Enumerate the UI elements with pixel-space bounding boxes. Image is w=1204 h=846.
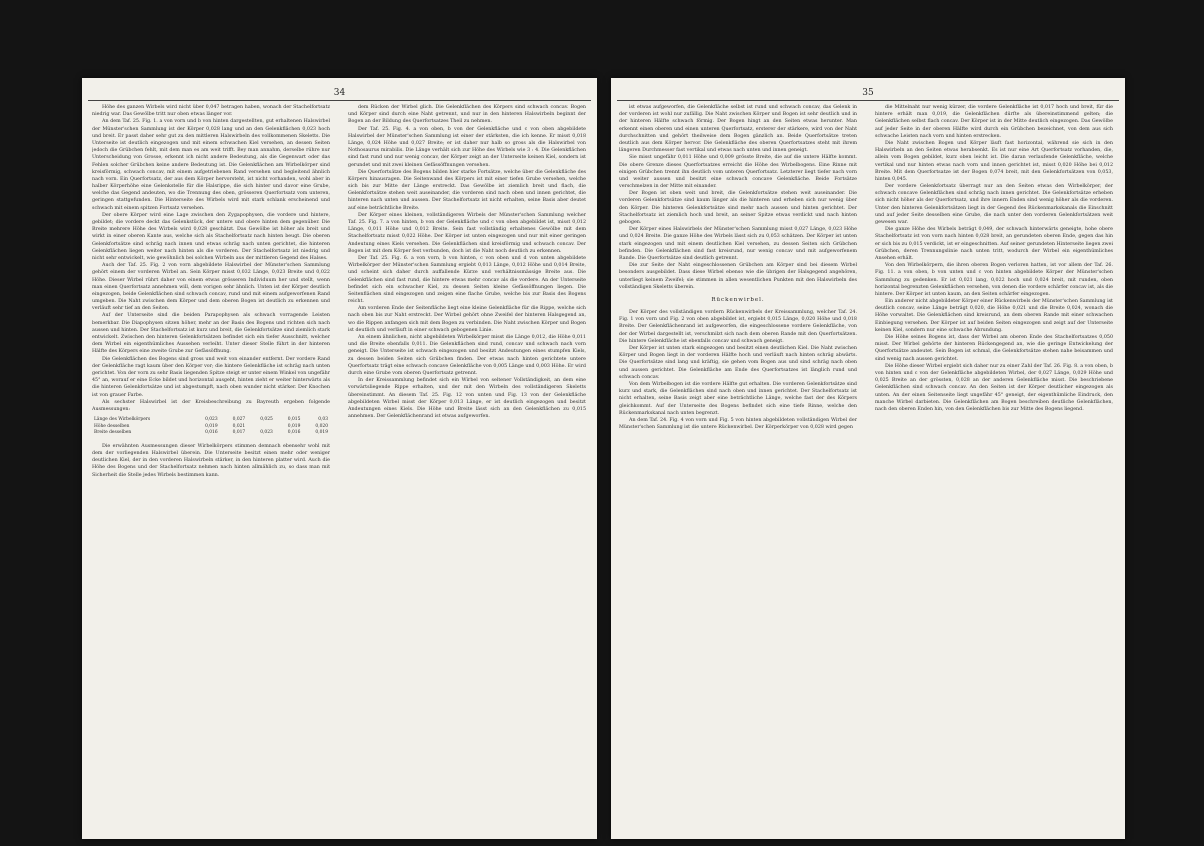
paragraph: Der obere Körper wird eine Lage zwischen den Zygapophysen, die vordere und hintere, gebildet; die vordere deckt das Gelenkstück, der untere und obere hinten dem gegenüber. Die Breite mehrere Höhe des Wirbels wird 0,028 geschätzt. Das Gewölbe ist höher als breit und wirkt in einer oberen Kante aus, welche sich als Stachelfortsatz nach hinten beugt. Die oberen Gelenkfortsätze sind schräg nach innen und etwas schräg nach unten gerichtet, die hinteren Gelenkflächen liegen weiter nach hinten als die vorderen. Der Stachelfortsatz ist niedrig und nicht sehr entwickelt, wie gewöhnlich bei solchen Wirbeln aus der mittleren Gegend des Halses. — [92, 212, 330, 261]
table-cell: 0,019 — [315, 430, 328, 436]
paragraph: Der Körper eines kleinen, vollständigeren Wirbels der Münster'schen Sammlung welcher Taf. 25. Fig. 7. a von hinten, b von der Gelenkfläche und c von oben abgebildet ist, misst 0,012 Länge, 0,011 Höhe und 0,012 Breite. Sein fast vollständig erhaltenes Gewölbe mit dem Stachelfortsatz misst 0,022 Höhe. Der Körper ist unten eingezogen und nur mit einer geringen Andeutung eines Kiels versehen. Die Gelenkflächen sind kreisförmig und schwach concav. Der Bogen ist mit dem Körper fest verbunden, doch ist die Naht noch deutlich zu erkennen. — [348, 212, 586, 254]
paragraph: Der Körper eines Halswirbels der Münster'schen Sammlung misst 0,027 Länge, 0,023 Höhe und 0,024 Breite. Die ganze Höhe des Wirbels lässt sich zu 0,053 schätzen. Der Körper ist unten stark eingezogen und mit einem deutlichen Kiel versehen, zu dessen Seiten sich Grübchen befinden. Die Gelenkflächen sind fast kreisrund, nur wenig concav und mit aufgeworfenem Rande. Die Querfortsätze sind deutlich getrennt. — [619, 227, 857, 261]
paragraph: die Mittelnaht nur wenig kürzer, die vordere Gelenkfläche ist 0,017 hoch und breit, für die hintere erhält man 0,019, die Gelenkflächen dürfte als übereinstimmend gelten; die Gelenkflächen selbst flach concav. Der Körper ist in der Mitte deutlich eingezogen. Das Gewölbe auf jeder Seite in der oberen Hälfte wird durch ein Grübchen bezeichnet, von dem aus sich schwache Leisten nach vorn und hinten erstrecken. — [875, 105, 1113, 139]
paragraph: ist etwas aufgeworfen, die Gelenkfläche selbst ist rund und schwach concav, das Gelenk in der vorderen ist wohl nur zufällig. Die Naht zwischen Körper und Bogen ist sehr deutlich und in der hinteren Hälfte schwach förmig. Der Bogen hingt an den Seiten etwas herunter. Man erkennt einen oberen und einen unteren Querfortsatz, ersterer der stärkere, wird von der Naht durchschnitten und gehört theilweise dem Bogen gänzlich an. Beide Querfortsätze treten deutlich aus dem Körper hervor. Die Gelenkfläche des oberen Querfortsatzes steht mit ihrem längeren Durchmesser fast vertikal und etwas nach unten und innen geneigt. — [619, 105, 857, 154]
table-cell: 0,019 — [287, 423, 301, 429]
table-row — [92, 417, 330, 424]
paragraph: Der Körper des vollständigen vordern Rückenwirbels der Kreissammlung, welcher Taf. 24. Fig. 1 von vorn und Fig. 2 von oben abgebildet ist, ergiebt 0,015 Länge, 0,020 Höhe und 0,018 Breite. Der Gelenkflächenrand ist aufgeworfen, die eingeschlossene vordere Gelenkfläche, von der der Wirbel dargestellt ist, verschmilzt sich nach dem oberen Rande mit den Querfortsätzen. Die hintere Gelenkfläche ist ebenfalls concav und schwach geneigt. — [619, 310, 857, 344]
table-cell — [247, 424, 275, 431]
page-number-left: 34 — [333, 88, 346, 98]
paragraph: Als sechster Halswirbel ist der Kreisbeschreibung zu Bayreuth ergeben folgende Ausmessungen: — [92, 399, 330, 412]
table-cell: 0,016 — [205, 430, 218, 436]
paragraph: An dem Taf. 25. Fig. 1. a von vorn und b von hinten dargestellten, gut erhaltenen Halswirbel der Münster'schen Sammlung ist der Körper 0,028 lang und an den Gelenkflächen 0,023 hoch und breit. Er passt daher sehr gut zu den mittleren Halswirbeln des vollkommenen Skeletts. Die Unterseite ist deutlich eingezogen und mit einem schwachen Kiel versehen, an dessen Seiten jedoch die Grübchen fehlt, mit dem man es am weit trifft. Bey man annahm, derselbe rühre nur Unterscheidung von Grosse, erkennt ich nicht andere Bedeutung, als die Gegenwart oder das Fehlen solcher Grübchen keine andere Bedeutung ist. Die Gelenkflächen am Wirbelkörper sind kreisförmig, schwach concav, mit einem aufgetriebenen Rand versehen und begleitend ähnlich nach vorn. Ein Querfortsatz, der aus dem Körper hervorsteht, ist nicht vorhanden, wohl aber in halber Körperhöhe eine Gelenkstelle für die Halsrippe, die sich hinter und davor eine Grube, welche das Gegend andeuten, wo die Trennung des oben, grösseren Querfortsatz vom unteren, geringen stattgefunden. Die Hinterseite des Wirbels wird mit stark schlank erscheinend und schwach mit einem spitzen Fortsatz versehen. — [92, 119, 330, 211]
paragraph: Der Taf. 25. Fig. 4. a von oben, b von der Gelenkfläche und c von oben abgebildete Halswirbel der Münster'schen Sammlung ist einer der stärksten, die ich kenne. Er misst 0,018 Länge, 0,024 Höhe und 0,027 Breite; er ist daher nur halb so gross als die Halswirbel von Nothosaurus mirabilis. Die Länge verhält sich zur Höhe des Wirbels wie 3 : 4. Die Gelenkflächen sind fast rund und nur wenig concav, der Körper zeigt an der Unterseite keinen Kiel, sondern ist gerundet und mit zwei kleinen Gefässöffnungen versehen. — [348, 126, 586, 168]
paragraph: Die zur Seite der Naht eingeschlossenen Grübchen am Körper sind bei diesem Wirbel besonders ausgebildet. Dass diese Wirbel ebenso wie die übrigen der Halsgegend angehören, unterliegt keinem Zweifel; sie stimmen in allen wesentlichen Punkten mit den Halswirbeln des vollständigen Skeletts überein. — [619, 263, 857, 290]
table-cell: 0,027 — [232, 417, 246, 423]
paragraph: Der Taf. 25. Fig. 6. a von vorn, b von hinten, c von oben und d von unten abgebildete Wirbelkörper der Münster'schen Sammlung ergiebt 0,013 Länge, 0,012 Höhe und 0,014 Breite, und scheint sich daher durch auffallende Kürze und verhältnissmässige Breite aus. Die Gelenkflächen sind fast rund, die hintere etwas mehr concav als die vordere. An der Unterseite befindet sich ein schwacher Kiel, zu dessen Seiten kleine Gefässöffnungen liegen. Die Seitenflächen sind eingezogen und zeigen eine flache Grube, welche bis zur Basis des Bogens reicht. — [348, 255, 586, 305]
table-cell: 0,023 — [260, 430, 273, 436]
paragraph: Auf der Unterseite sind die beiden Parapophysen als schwach vorragende Leisten bemerkbar. Die Diapophysen sitzen höher, mehr an der Basis des Bogens und richten sich nach aussen und hinten. Der Stachelfortsatz ist kurz und breit, die Gelenkfortsätze sind ziemlich stark entwickelt. Zwischen den hinteren Gelenkfortsätzen befindet sich ein tiefer Ausschnitt, welcher dem Wirbel ein eigenthümliches Aussehen verleiht. Unter dieser Stelle führt in der hinteren Hälfte des Körpers eine zweite Grube zur Gefässöffnung. — [92, 313, 330, 355]
table-row — [92, 424, 330, 431]
page-number-right: 35 — [862, 88, 874, 98]
table-row — [92, 430, 330, 437]
paragraph: Auch der Taf. 25. Fig. 2 von vorn abgebildete Halswirbel der Münster'schen Sammlung gehört einem der vorderen Wirbel an. Sein Körper misst 0,032 Länge, 0,023 Breite und 0,022 Höhe. Dieser Wirbel rührt daher von einem etwas grösseren Individuum her und stellt, wenn man einen Querfortsatz annehmen will, dem vorigen sehr ähnlich. Unten ist der Körper deutlich eingezogen, beide Gelenkflächen sind schwach concav, rund und mit einem aufgeworfenen Rand umgeben. Die Naht zwischen dem Körper und dem oberen Bogen ist deutlich zu erkennen und verläuft sehr tief an den Seiten. — [92, 263, 330, 312]
left-page-column-2 — [348, 104, 586, 831]
left-page-column-1 — [92, 104, 330, 831]
table-cell: 0,016 — [287, 430, 301, 436]
paragraph: Die Querfortsätze des Bogens bilden hier starke Fortsätze, welche über die Gelenkfläche des Körpers hinausragen. Die Seitenwand des Körpers ist mit einer tiefen Grube versehen, welche sich bis zur Mitte der Länge erstreckt. Das Gewölbe ist ziemlich breit und flach, die Gelenkfortsätze stehen weit auseinander, die vorderen sind nach oben und innen gerichtet, die hinteren nach unten und aussen. Der Stachelfortsatz ist nicht erhalten, seine Basis aber deutet auf eine beträchtliche Breite. — [348, 169, 586, 211]
table-cell: 0,020 — [315, 423, 328, 429]
paragraph: Von den Wirbelkörpern, die ihren oberen Bogen verloren hatten, ist vor allem der Taf. 26. Fig. 11. a von oben, b von unten und c von hinten abgebildete Körper der Münster'schen Sammlung zu gedenken. Er ist 0,021 lang, 0,022 hoch und 0,024 breit, mit runden, oben horizontal begrenzten Gelenkflächen versehen, von denen die vordere schärfer concav ist, als die hintere. Der Körper ist unten kaum, an den Seiten schärfer eingezogen. — [875, 263, 1113, 297]
paragraph: In der Kreissammlung befindet sich ein Wirbel von seltener Vollständigkeit, an dem eine vorwärtsliegende Rippe erhalten, und der mit den Wirbeln des vollständigeren Skeletts übereinstimmt. An diesem Taf. 25. Fig. 12 von unten und Fig. 13 von der Gelenkfläche abgebildeten Wirbel misst der Körper 0,013 Länge, er ist deutlich eingezogen und besitzt Andeutungen eines Kiels. Die Höhe und Breite lässt sich an den Gelenkflächen zu 0,015 annehmen. Der Gelenkflächenrand ist etwas aufgeworfen. — [348, 378, 586, 420]
right-page — [611, 78, 1125, 839]
paragraph: Höhe des ganzen Wirbels wird nicht über 0,047 betragen haben, wonach der Stachelfortsatz niedrig war. Das Gewölbe tritt nur oben etwas länger vor. — [92, 105, 330, 118]
table-cell-label: Höhe desselben — [94, 423, 130, 429]
paragraph: An einem ähnlichen, nicht abgebildeten Wirbelkörper misst die Länge 0,012, die Höhe 0,011 und die Breite ebenfalls 0,011. Die Gelenkflächen sind rund, concav und schwach nach vorn geneigt. Die Unterseite ist schwach eingezogen und besitzt Andeutungen eines stumpfen Kiels, zu dessen beiden Seiten sich Grübchen finden. Der etwas nach hinten gerichtete untere Querfortsatz trägt eine schwach concave Gelenkfläche von 0,005 Länge und 0,003 Höhe. Er wird durch eine Grube vom oberen Querfortsatz getrennt. — [348, 335, 586, 376]
header-rule-right — [617, 100, 1119, 101]
table-cell: 0,015 — [287, 417, 301, 423]
paragraph: Sie misst ungefähr 0,011 Höhe und 0,009 grösste Breite, die auf die untere Hälfte kommt. Die obere Grenze dieses Querfortsatzes erreicht die Höhe des Wirbelbogens. Eine Rinne mit einigen Grübchen trennt ihn deutlich vom unteren Querfortsatz. Letzterer liegt tiefer nach vorn und weiter aussen und besitzt eine schwach concave Gelenkfläche. Beide Fortsätze verschmelzen in der Mitte mit einander. — [619, 155, 857, 190]
paragraph: Am vorderen Ende der Seitenfläche liegt eine kleine Gelenkfläche für die Rippe, welche sich nach oben bis zur Naht erstreckt. Der Wirbel gehört ohne Zweifel der hinteren Halsgegend an, wo die Rippen anfangen sich mit dem Bogen zu verbinden. Die Naht zwischen Körper und Bogen ist deutlich und verläuft in einer schwach gebogenen Linie. — [348, 306, 586, 333]
paragraph: Der Körper ist unten stark eingezogen und besitzt einen deutlichen Kiel. Die Naht zwischen Körper und Bogen liegt in der vorderen Hälfte hoch und verläuft nach hinten schräg abwärts. Die Querfortsätze sind lang und kräftig, sie gehen vom Bogen aus und sind schräg nach oben und aussen gerichtet. Die Gelenkfläche am Ende des Querfortsatzes ist länglich rund und schwach concav. — [619, 346, 857, 380]
right-page-column-2 — [875, 104, 1113, 831]
paragraph: Von dem Wirbelbogen ist die vordere Hälfte gut erhalten. Die vorderen Gelenkfortsätze sind kurz und stark, die Gelenkflächen sind nach oben und innen gerichtet. Der Stachelfortsatz ist nicht erhalten, seine Basis zeigt aber eine beträchtliche Länge, welche fast der des Körpers gleichkommt. Auf der Unterseite des Bogens befindet sich eine tiefe Rinne, welche den Rückenmarkskanal nach unten begrenzt. — [619, 381, 857, 416]
paragraph: dem Rücken der Wirbel glich. Die Gelenkflächen des Körpers sind schwach concav. Bogen und Körper sind durch eine Naht getrennt, und nur in den hinteren Halswirbeln beginnt der Bogen an der Bildung des Querfortsatzes Theil zu nehmen. — [348, 105, 586, 125]
paragraph: Der Bogen ist oben weit und breit, die Gelenkfortsätze stehen weit auseinander. Die vorderen Gelenkfortsätze sind kaum länger als die hinteren und erheben sich nur wenig über den Körper. Die hinteren Gelenkfortsätze sind mehr nach aussen und hinten gerichtet. Der Stachelfortsatz ist ziemlich hoch und breit, an seiner Spitze etwas verdickt und nach hinten gebogen. — [619, 191, 857, 225]
paragraph: Die Naht zwischen Bogen und Körper läuft fast horizontal, während sie sich in den Halswirbeln an den Seiten etwas herabsenkt. Es ist nur eine Art Querfortsatz vorhanden, die, allein vom Bogen gebildet, kurz oben leicht ist. Die daran verlaufende Gelenkfläche, welche vertikal und nur hinten etwas nach vorn und innen gerichtet ist, misst 0,020 Höhe bei 0,012 Breite. Mit dem Querfortsatze ist der Bogen 0,074 breit, mit den Gelenkfortsätzen von 0,053, hinten 0,045. — [875, 140, 1113, 182]
paragraph: Die Höhe dieser Wirbel ergiebt sich daher nur zu einer Zahl der Taf. 26. Fig. 8. a von oben, b von hinten und c von der Gelenkfläche abgebildeten Wirbel, der 0,027 Länge, 0,029 Höhe und 0,025 Breite an der grössten, 0,028 an der anderen Gelenkfläche misst. Die beschriebene Gelenkflächen sind schwach concav. An den Seiten ist der Körper deutlicher eingezogen als unten. An der einen Seitenseite liegt ungefähr 45° geneigt, der eigenthümliche Eindruck, den manche Wirbel darbieten. Die Gelenkflächen am Bogen beschreiben deutliche Gelenkflächen, nach den oberen Enden hin, von den Gelenkflächen bis zur Mitte des Bogens liegend. — [875, 363, 1113, 412]
right-page-column-1 — [619, 104, 857, 831]
measurement-table — [92, 417, 330, 437]
table-cell: 0,019 — [205, 423, 218, 429]
paragraph: Ein anderer nicht abgebildeter Körper einer Rückenwirbels der Münster'schen Sammlung ist deutlich concav, seine Länge beträgt 0,020, die Höhe 0,021 und die Breite 0,024, wonach die Höhe vorwaltet. Die Gelenkflächen sind kreisrund, an dem oberen Rande mit einer schwachen Einbiegung versehen. Der Körper ist auf beiden Seiten eingezogen und zeigt auf der Unterseite keinen Kiel, sondern nur eine schwache Abrundung. — [875, 299, 1113, 333]
section-heading: Rückenwirbel. — [711, 296, 765, 303]
paragraph: Der vordere Gelenkfortsatz überragt nur an den Seiten etwas den Wirbelkörper, der schwach concave Gelenkflächen sind schräg nach innen gerichtet. Die Gelenkfortsätze erheben sich nicht höher als der Querfortsatz, und ihre innern Enden sind wenig höher als die vorderen. Unter den hinteren Gelenkfortsätzen liegt in der Gegend des Rückenmarkskanals die Einschnitt und auf jeder Seite desselben eine Grube, die nach unter den vorderen Gelenkfortsätzen weit gewesen war. — [875, 184, 1113, 225]
header-rule-left — [88, 100, 591, 101]
paragraph: Die Gelenkflächen des Bogens sind gross und weit von einander entfernt. Der vordere Rand der Gelenkfläche ragt kaum über den Körper vor; die hintere Gelenkfläche ist schräg nach unten gerichtet. Von der vorn zu sehr Basis liegenden Spitze steigt er unter einem Winkel von ungefähr 45° an, worauf er eine Ecke bildet und horizontal ausgeht, hinten zieht er weiter hinterwärts als die hinteren Gelenkfortsätze und ist abgestumpft, nach oben wunder nicht stärker. Der Knochen ist von grauer Farbe. — [92, 356, 330, 398]
paragraph: An dem Taf. 24. Fig. 4 von vorn und Fig. 5 von hinten abgebildeten vollständigen Wirbel der Münster'schen Sammlung ist die untere Rückenwirbel. Der Körperkörper von 0,028 wird gegen — [619, 417, 857, 431]
table-cell-label: Länge des Wirbelkörpers — [94, 417, 151, 423]
paragraph: Die erwähnten Ausmessungen dieser Wirbelkörpers stimmen demnach ebensehr wohl mit dem der vorliegenden Halswirbel überein. Die Unterseite besitzt einen mehr oder weniger deutlichen Kiel, der in den vorderen Halswirbeln stärker, in den hinteren platter wird. Auch die Höhe des Bogens und der Stachelfortsatz nehmen nach hinten allmählich zu, so dass man mit Sicherheit die Stelle jedes Wirbels bestimmen kann. — [92, 443, 330, 478]
left-page — [82, 78, 597, 839]
table-cell: 0,017 — [232, 430, 246, 436]
table-cell: 0,03 — [318, 417, 328, 423]
table-cell-label: Breite desselben — [94, 430, 132, 436]
table-cell: 0,021 — [232, 423, 246, 429]
paragraph: Die Höhe seines Bogens ist, dass der Wirbel am oberen Ende des Stachelfortsatzes 0,050 misst. Der Wirbel gehörte der hinteren Rückengegend an, wie die geringe Entwickelung der Querfortsätze andeutet. Sein Bogen ist schmal, die Gelenkfortsätze stehen nahe beisammen und sind wenig nach aussen gerichtet. — [875, 335, 1113, 362]
table-cell: 0,023 — [205, 417, 218, 423]
paragraph: Die ganze Höhe des Wirbels beträgt 0,049, der schwach hinterwärts geneigte, hohe obere Stachelfortsatz ist von vorn nach hinten 0,028 breit, an gerundeten oberen Ende, gegen das hin er sich bis zu 0,015 verdickt, ist er eingeschnitten. Auf seiner gerundeten Hinterseite liegen zwei Grübchen, deren Trennungslinie nach unten tritt, wodurch der Wirbel ein eigenthümliches Ansehen erhält. — [875, 227, 1113, 261]
table-cell: 0,025 — [260, 417, 273, 423]
